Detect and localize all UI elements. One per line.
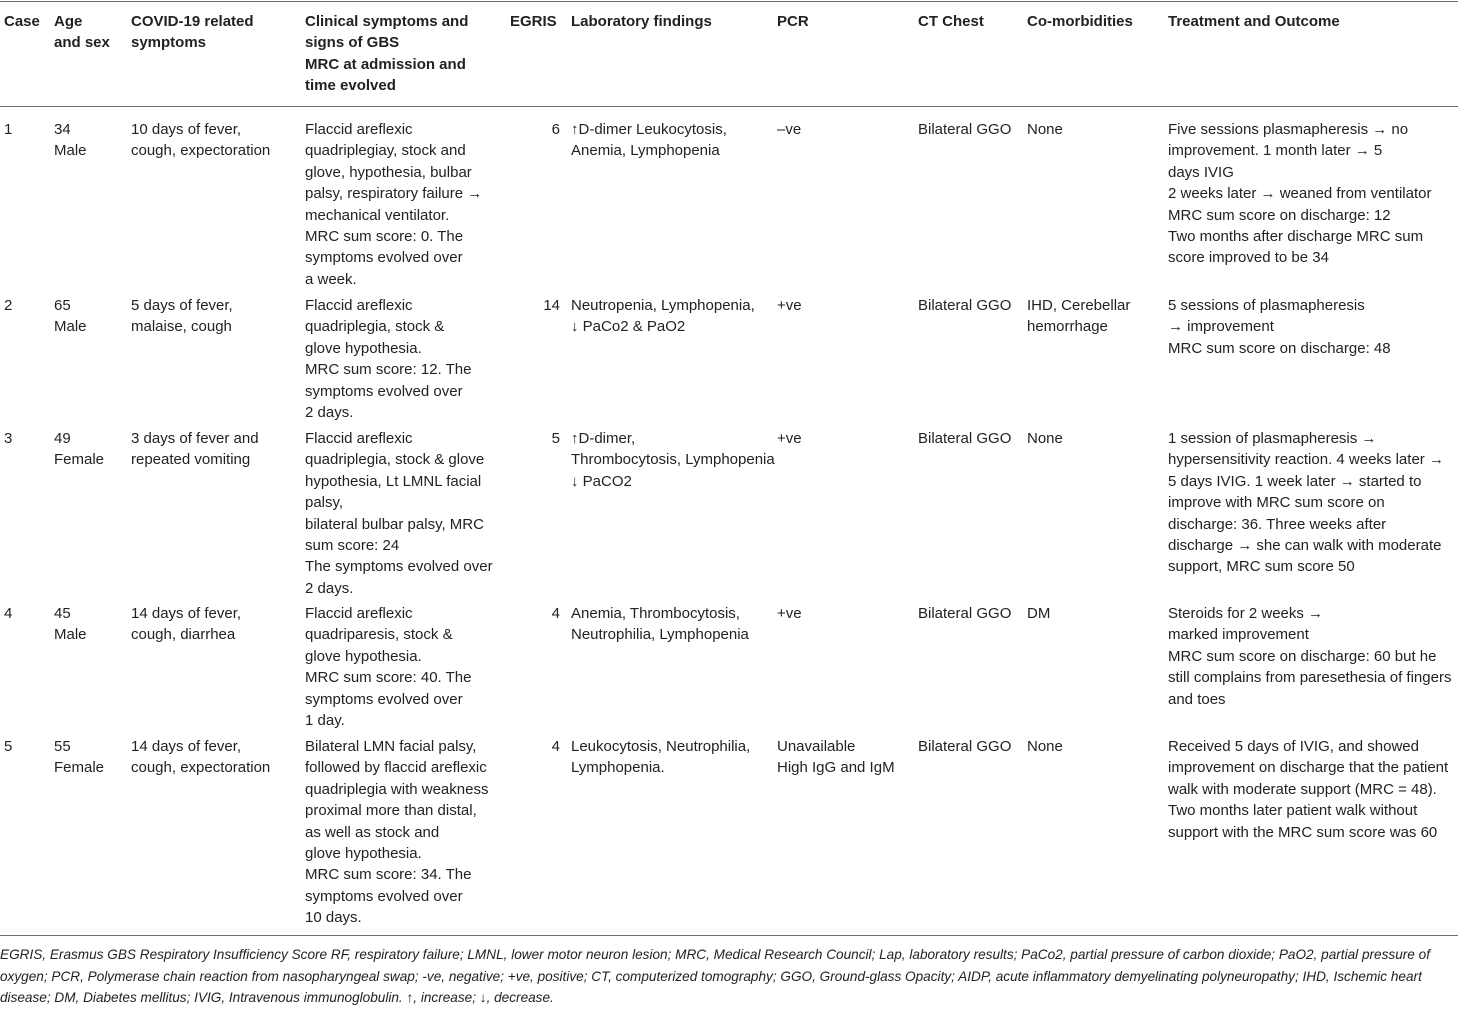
table-footnote: EGRIS, Erasmus GBS Respiratory Insufficiency Score RF, respiratory failure; LMNL, lower motor neuron lesion; MRC, Medical Research Council; Lap, laboratory results; PaCo2, partial pressure of carbon dioxide; PaO2, partial pressure of oxygen; PCR, Polymerase chain reaction from nasopharyngeal swap; -ve, negative; +ve, positive; CT, computerized tomography; GGO, Ground-glass Opacity; AIDP, acute inflammatory demyelinating polyneuropathy; IHD, Ischemic heart disease; DM, Diabetes mellitus; IVIG, Intravenous immunoglobulin. ↑, increase; ↓, decrease. — [0, 947, 1430, 1005]
header-pcr: PCR — [777, 13, 809, 30]
cell-covid-symptoms: 14 days of fever, cough, expectoration — [131, 738, 271, 777]
cell-pcr: +ve — [777, 430, 802, 447]
cell-covid-symptoms: 5 days of fever, malaise, cough — [131, 297, 233, 336]
cell-egris: 14 — [543, 297, 560, 314]
header-comorbidities: Co-morbidities — [1027, 13, 1133, 30]
cell-comorbidities: DM — [1027, 605, 1051, 622]
cell-egris: 4 — [551, 738, 560, 755]
cell-pcr: –ve — [777, 121, 802, 138]
cell-comorbidities: None — [1027, 121, 1063, 138]
cell-case: 2 — [4, 297, 13, 314]
cell-age-sex: 45 Male — [54, 605, 87, 644]
cell-lab: Leukocytosis, Neutrophilia, Lymphopenia. — [571, 738, 751, 777]
cell-pcr: +ve — [777, 297, 802, 314]
cell-lab: ↑D-dimer, Thrombocytosis, Lymphopenia ↓ PaCO2 — [571, 430, 775, 490]
cell-pcr: Unavailable High IgG and IgM — [777, 738, 895, 777]
cell-ct: Bilateral GGO — [918, 605, 1012, 622]
cell-pcr: +ve — [777, 605, 802, 622]
header-ct: CT Chest — [918, 13, 984, 30]
cell-age-sex: 49 Female — [54, 430, 105, 469]
cell-clinical: Flaccid areflexic quadriplegia, stock & glove hypothesia. MRC sum score: 12. The symptoms evolved over 2 days. — [305, 297, 472, 422]
header-clinical: Clinical symptoms and signs of GBS MRC at admission and time evolved — [305, 13, 469, 95]
cell-covid-symptoms: 3 days of fever and repeated vomiting — [131, 430, 259, 469]
header-treatment: Treatment and Outcome — [1168, 13, 1340, 30]
cell-egris: 6 — [551, 121, 560, 138]
table-bottom-rule — [0, 935, 1458, 936]
cell-ct: Bilateral GGO — [918, 430, 1012, 447]
cell-clinical: Flaccid areflexic quadriplegia, stock & glove hypothesia, Lt LMNL facial palsy, bilateral bulbar palsy, MRC sum score: 24 The symptoms evolved over 2 days. — [305, 430, 493, 597]
cell-lab: Anemia, Thrombocytosis, Neutrophilia, Lymphopenia — [571, 605, 749, 644]
cell-ct: Bilateral GGO — [918, 297, 1012, 314]
cell-clinical: Flaccid areflexic quadriparesis, stock & glove hypothesia. MRC sum score: 40. The symptoms evolved over 1 day. — [305, 605, 472, 730]
cell-egris: 5 — [551, 430, 560, 447]
header-case: Case — [4, 13, 40, 30]
cell-clinical: Flaccid areflexic quadriplegiay, stock and glove, hypothesia, bulbar palsy, respiratory failure → mechanical ventilator. MRC sum score: 0. The symptoms evolved over a week. — [305, 121, 483, 288]
cell-treatment: 5 sessions of plasmapheresis → improvement MRC sum score on discharge: 48 — [1168, 297, 1391, 357]
header-age-sex: Age and sex — [54, 13, 110, 52]
cell-age-sex: 55 Female — [54, 738, 105, 777]
cell-ct: Bilateral GGO — [918, 738, 1012, 755]
header-egris: EGRIS — [510, 13, 557, 30]
cell-case: 4 — [4, 605, 13, 622]
table-header-rule — [0, 106, 1458, 107]
cell-treatment: Five sessions plasmapheresis → no improvement. 1 month later → 5 days IVIG 2 weeks later → weaned from ventilator MRC sum score on discharge: 12 Two months after discharge MRC sum score improved to be 34 — [1168, 121, 1432, 267]
cell-lab: ↑D-dimer Leukocytosis, Anemia, Lymphopenia — [571, 121, 727, 160]
cell-case: 1 — [4, 121, 13, 138]
cell-treatment: Received 5 days of IVIG, and showed improvement on discharge that the patient walk with moderate support (MRC = 48). Two months later patient walk without support with the MRC sum score was 60 — [1168, 738, 1449, 841]
table-top-rule — [0, 1, 1458, 2]
cell-treatment: 1 session of plasmapheresis → hypersensitivity reaction. 4 weeks later → 5 days IVIG. 1 week later → started to improve with MRC sum score on discharge: 36. Three weeks after discharge → she can walk with moderate support, MRC sum score 50 — [1168, 430, 1444, 576]
cell-covid-symptoms: 10 days of fever, cough, expectoration — [131, 121, 271, 160]
cell-age-sex: 65 Male — [54, 297, 87, 336]
cell-treatment: Steroids for 2 weeks → marked improvement MRC sum score on discharge: 60 but he still complains from paresethesia of fingers and toes — [1168, 605, 1452, 708]
cell-comorbidities: None — [1027, 430, 1063, 447]
header-lab: Laboratory findings — [571, 13, 712, 30]
cell-ct: Bilateral GGO — [918, 121, 1012, 138]
cell-age-sex: 34 Male — [54, 121, 87, 160]
cell-comorbidities: IHD, Cerebellar hemorrhage — [1027, 297, 1131, 336]
cell-clinical: Bilateral LMN facial palsy, followed by flaccid areflexic quadriplegia with weakness proximal more than distal, as well as stock and glove hypothesia. MRC sum score: 34. The symptoms evolved over 10 days. — [305, 738, 489, 927]
cell-lab: Neutropenia, Lymphopenia, ↓ PaCo2 & PaO2 — [571, 297, 755, 336]
cell-comorbidities: None — [1027, 738, 1063, 755]
cell-case: 3 — [4, 430, 13, 447]
header-covid-symptoms: COVID-19 related symptoms — [131, 13, 254, 52]
cell-case: 5 — [4, 738, 13, 755]
cell-covid-symptoms: 14 days of fever, cough, diarrhea — [131, 605, 242, 644]
cell-egris: 4 — [551, 605, 560, 622]
